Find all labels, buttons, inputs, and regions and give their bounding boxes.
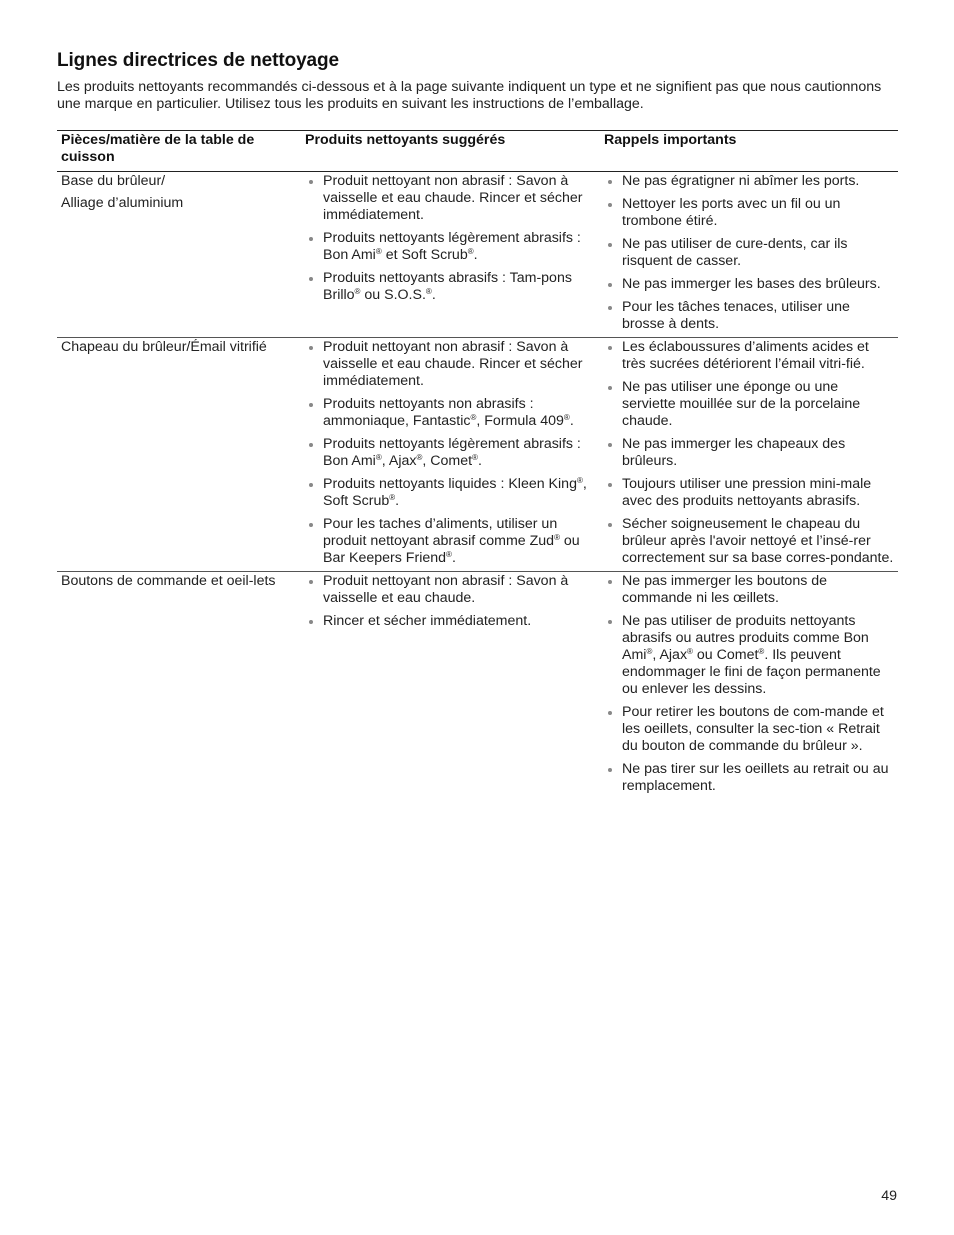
reminders-cell <box>600 338 898 572</box>
reminders-cell <box>600 572 898 800</box>
header-parts: Pièces/matière de la table de cuisson <box>57 131 301 172</box>
part-cell <box>57 572 301 800</box>
table-row <box>57 572 898 800</box>
list-item: Sécher soigneusement le chapeau du brûleur après l'avoir nettoyé et l’insé-rer correctement sur sa base corres-pondante. <box>604 516 894 567</box>
header-reminders: Rappels importants <box>600 131 898 172</box>
products-cell <box>301 172 600 338</box>
table-header-row <box>57 131 898 172</box>
table-row <box>57 172 898 338</box>
page-title: Lignes directrices de nettoyage <box>57 50 339 71</box>
products-list <box>305 573 596 630</box>
list-item: Produits nettoyants légèrement abrasifs : Bon Ami® et Soft Scrub®. <box>305 230 596 264</box>
part-label: Chapeau du brûleur/Émail vitrifié <box>61 339 267 355</box>
list-item: Nettoyer les ports avec un fil ou un trombone étiré. <box>604 196 894 230</box>
page-number: 49 <box>881 1188 897 1204</box>
list-item: Pour retirer les boutons de com-mande et les oeillets, consulter la sec-tion « Retrait du bouton de commande du brûleur ». <box>604 704 894 755</box>
part-label: Alliage d’aluminium <box>61 195 184 211</box>
list-item: Produits nettoyants légèrement abrasifs : Bon Ami®, Ajax®, Comet®. <box>305 436 596 470</box>
part-cell <box>57 172 301 338</box>
part-cell <box>57 338 301 572</box>
table-row <box>57 338 898 572</box>
list-item: Produit nettoyant non abrasif : Savon à vaisselle et eau chaude. Rincer et sécher immédiatement. <box>305 339 596 390</box>
list-item: Ne pas égratigner ni abîmer les ports. <box>604 173 894 190</box>
products-list <box>305 173 596 304</box>
products-cell <box>301 572 600 800</box>
list-item: Pour les taches d’aliments, utiliser un produit nettoyant abrasif comme Zud® ou Bar Keepers Friend®. <box>305 516 596 567</box>
list-item: Pour les tâches tenaces, utiliser une brosse à dents. <box>604 299 894 333</box>
list-item: Ne pas immerger les boutons de commande ni les œillets. <box>604 573 894 607</box>
intro-paragraph: Les produits nettoyants recommandés ci-dessous et à la page suivante indiquent un type et ne signifient pas que nous cautionnons une marque en particulier. Utilisez tous les produits en suivant les instructions de l’emballage. <box>57 79 882 112</box>
list-item: Les éclaboussures d’aliments acides et très sucrées détériorent l’émail vitri-fié. <box>604 339 894 373</box>
cleaning-table <box>57 130 898 799</box>
reminders-list <box>604 573 894 795</box>
list-item: Toujours utiliser une pression mini-male avec des produits nettoyants abrasifs. <box>604 476 894 510</box>
list-item: Ne pas immerger les bases des brûleurs. <box>604 276 894 293</box>
list-item: Produits nettoyants abrasifs : Tam-pons Brillo® ou S.O.S.®. <box>305 270 596 304</box>
list-item: Produit nettoyant non abrasif : Savon à vaisselle et eau chaude. <box>305 573 596 607</box>
list-item: Rincer et sécher immédiatement. <box>305 613 596 630</box>
list-item: Ne pas utiliser de produits nettoyants abrasifs ou autres produits comme Bon Ami®, Ajax® ou Comet®. Ils peuvent endommager le fini de façon permanente ou enlever les dessins. <box>604 613 894 698</box>
reminders-list <box>604 173 894 333</box>
reminders-list <box>604 339 894 567</box>
products-list <box>305 339 596 567</box>
list-item: Ne pas utiliser de cure-dents, car ils risquent de casser. <box>604 236 894 270</box>
list-item: Produit nettoyant non abrasif : Savon à vaisselle et eau chaude. Rincer et sécher immédiatement. <box>305 173 596 224</box>
header-products: Produits nettoyants suggérés <box>301 131 600 172</box>
list-item: Ne pas immerger les chapeaux des brûleurs. <box>604 436 894 470</box>
reminders-cell <box>600 172 898 338</box>
page <box>57 50 898 799</box>
list-item: Produits nettoyants liquides : Kleen King®, Soft Scrub®. <box>305 476 596 510</box>
list-item: Produits nettoyants non abrasifs : ammoniaque, Fantastic®, Formula 409®. <box>305 396 596 430</box>
list-item: Ne pas tirer sur les oeillets au retrait ou au remplacement. <box>604 761 894 795</box>
list-item: Ne pas utiliser une éponge ou une serviette mouillée sur de la porcelaine chaude. <box>604 379 894 430</box>
part-label: Boutons de commande et oeil-lets <box>61 573 276 589</box>
part-label: Base du brûleur/ <box>61 173 166 189</box>
products-cell <box>301 338 600 572</box>
